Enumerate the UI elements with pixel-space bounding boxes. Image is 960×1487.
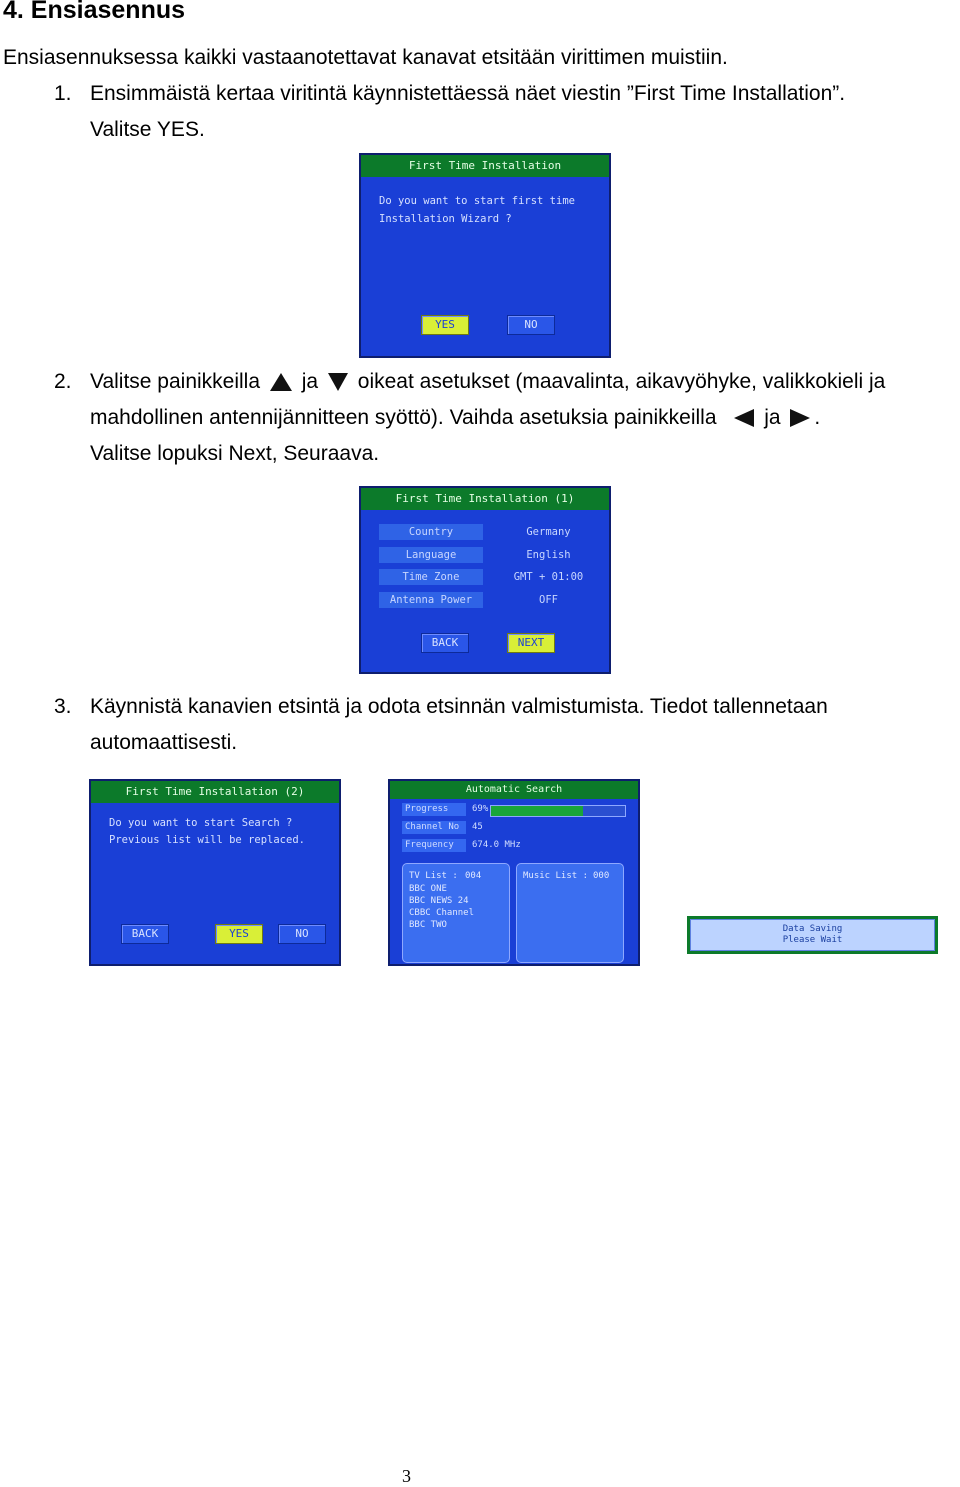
page-number: 3 [402,1466,411,1486]
frequency-value: 674.0 MHz [472,840,521,850]
tv-channel-item: BBC TWO [409,920,447,930]
step-1-line-1: Ensimmäistä kertaa viritintä käynnistettäessä näet viestin ”First Time Installation”. [90,82,846,105]
tv-channel-item: BBC ONE [409,884,447,894]
please-wait-text: Please Wait [782,935,843,945]
data-saving-text: Data Saving [782,924,843,934]
tv-list-count: 004 [465,871,482,881]
music-list-count: 000 [593,871,610,881]
tv-list-panel [402,863,510,963]
screen-title: First Time Installation (2) [91,781,339,803]
automatic-search-screen [388,779,640,966]
step-2-number: 2. [54,370,72,393]
step-2-text-f: . [814,406,821,429]
back-button[interactable]: BACK [121,924,169,944]
step-2-line-1 [90,364,885,400]
yes-button[interactable]: YES [421,315,469,335]
data-saving-dialog [687,916,938,954]
time-zone-value: GMT + 01:00 [513,571,584,583]
tv-list-label: TV List : [409,871,458,881]
channel-no-value: 45 [472,822,483,832]
music-list-label: Music List : [523,871,589,881]
down-arrow-icon [328,373,348,391]
language-value: English [526,549,571,561]
screen-message-line-1: Do you want to start Search ? [109,817,293,829]
antenna-power-value: OFF [539,594,558,606]
up-arrow-icon [270,373,292,391]
section-heading: 4. Ensiasennus [3,0,186,24]
screen-message-line-2: Installation Wizard ? [379,213,512,225]
screen-message-line-2: Previous list will be replaced. [109,834,305,846]
no-button[interactable]: NO [507,315,555,335]
intro-text: Ensiasennuksessa kaikki vastaanotettavat kanavat etsitään virittimen muistiin. [3,46,728,69]
left-arrow-icon [734,409,754,427]
right-arrow-icon [790,409,810,427]
first-time-installation-screen [359,153,611,358]
screen-title: First Time Installation (1) [361,488,609,510]
time-zone-label[interactable]: Time Zone [379,569,483,585]
start-search-screen [89,779,341,966]
country-value: Germany [526,526,571,538]
step-2-line-3: Valitse lopuksi Next, Seuraava. [90,442,380,465]
step-3-line-1: Käynnistä kanavien etsintä ja odota etsinnän valmistumista. Tiedot tallennetaan [90,695,828,718]
screen-title: First Time Installation [361,155,609,177]
channel-no-label: Channel No [402,821,466,834]
screen-title: Automatic Search [390,781,638,799]
installation-settings-screen [359,486,611,674]
step-1-line-2: Valitse YES. [90,118,205,141]
step-3-number: 3. [54,695,72,718]
progress-bar-fill [491,806,583,816]
step-2-text-c: oikeat asetukset (maavalinta, aikavyöhyke, valikkokieli ja [357,370,886,393]
step-2-line-2 [90,400,820,436]
back-button[interactable]: BACK [421,633,469,653]
language-label[interactable]: Language [379,547,483,563]
country-label[interactable]: Country [379,524,483,540]
step-2-text-b: ja [301,370,319,393]
next-button[interactable]: NEXT [507,633,555,653]
step-2-text-d: mahdollinen antennijännitteen syöttö). Vaihda asetuksia painikkeilla [90,406,717,429]
step-1-number: 1. [54,82,72,105]
step-2-text-e: ja [764,406,781,429]
step-3-line-2: automaattisesti. [90,731,238,754]
no-button[interactable]: NO [278,924,326,944]
tv-channel-item: BBC NEWS 24 [409,896,469,906]
progress-value: 69% [472,804,489,814]
antenna-power-label[interactable]: Antenna Power [379,592,483,608]
tv-channel-item: CBBC Channel [409,908,475,918]
progress-bar [490,805,626,817]
frequency-label: Frequency [402,839,466,852]
screen-message-line-1: Do you want to start first time [379,195,575,207]
yes-button[interactable]: YES [215,924,263,944]
progress-label: Progress [402,803,466,816]
music-list-panel [516,863,624,963]
step-2-text-a: Valitse painikkeilla [90,370,261,393]
